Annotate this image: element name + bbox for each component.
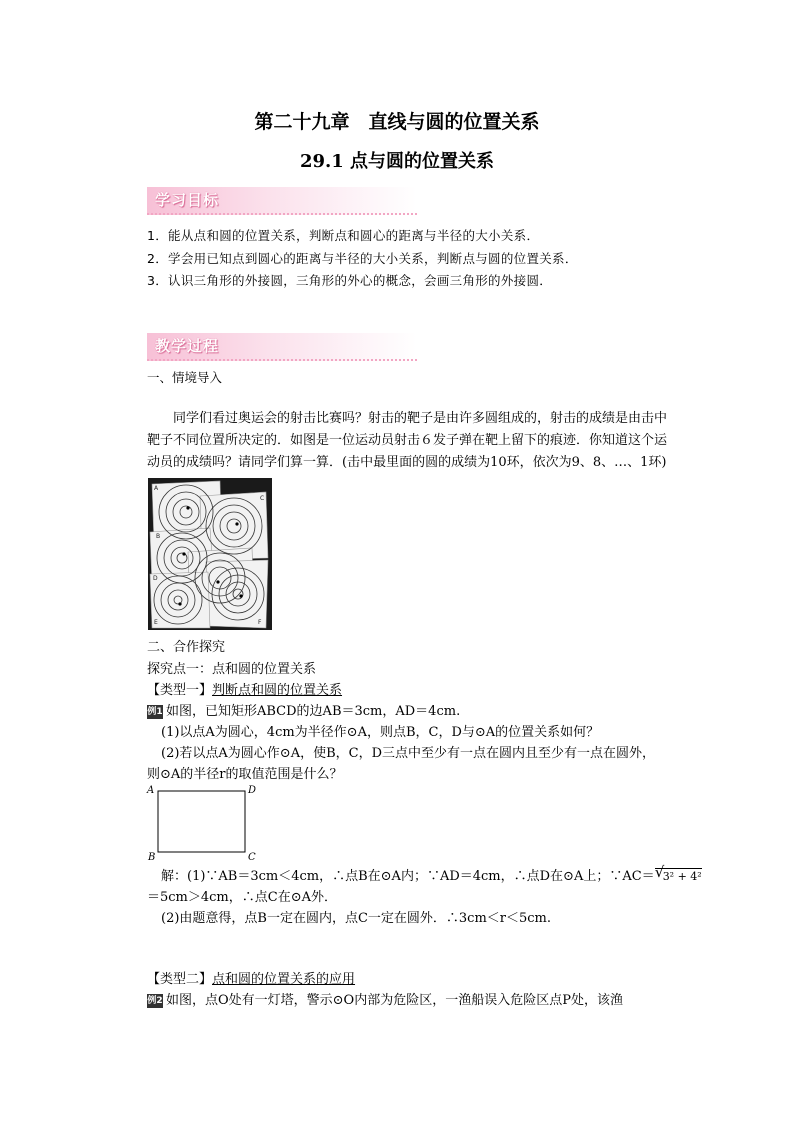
target-label: D (153, 575, 158, 582)
example2-stem: 如图，点O处有一灯塔，警示⊙O内部为危险区，一渔船误入危险区点P处，该渔 (166, 993, 623, 1008)
process-banner (147, 333, 417, 361)
type1-bracket: 【类型一】 (147, 683, 213, 698)
intro-paragraph: 同学们看过奥运会的射击比赛吗？射击的靶子是由许多圆组成的，射击的成绩是由击中靶子不同位置所决定的．如图是一位运动员射击６发子弹在靶上留下的痕迹．你知道这个运动员的成绩吗？请同学们算一算．(击中最里面的圆的成绩为10环，依次为9、8、…、1环) (147, 411, 668, 470)
sqrt-expression (654, 863, 702, 885)
sqrt-content: 3² + 4² (662, 870, 702, 883)
example2-stem-line (147, 990, 623, 1012)
vertex-label: B (148, 852, 156, 862)
rectangle-abcd-figure (144, 782, 264, 862)
solution-line2: ＝5cm＞4cm，∴点C在⊙A外． (147, 890, 337, 905)
type2-title: 点和圆的位置关系的应用 (212, 972, 356, 987)
vertex-label: A (147, 785, 155, 796)
target-label: C (260, 495, 265, 502)
example1-question2-cont: 则⊙A的半径r的取值范围是什么？ (147, 767, 343, 782)
type2-heading (147, 969, 355, 991)
process-heading: 教学过程 (155, 337, 220, 355)
shooting-target-image (148, 478, 272, 630)
sqrt-symbol: √ (654, 863, 665, 881)
example1-stem-line (147, 701, 460, 723)
example1-stem: 如图，已知矩形ABCD的边AB＝3cm，AD＝4cm. (166, 704, 461, 719)
target-label: F (258, 619, 262, 626)
example1-question2: (2)若以点A为圆心作⊙A，使B，C，D三点中至少有一点在圆内且至少有一点在圆外， (161, 746, 656, 761)
point1-heading: 探究点一：点和圆的位置关系 (147, 662, 317, 677)
type1-heading (147, 680, 342, 702)
target-label: B (156, 533, 161, 540)
objective-item: 1．能从点和圆的位置关系，判断点和圆心的距离与半径的大小关系． (147, 228, 540, 243)
vertex-label: C (248, 852, 256, 862)
section-title: 29.1 点与圆的位置关系 (299, 151, 495, 172)
type1-title: 判断点和圆的位置关系 (212, 683, 343, 698)
part2-heading: 二、合作探究 (147, 640, 226, 655)
objectives-banner (147, 187, 417, 215)
example2-badge: 例2 (147, 996, 163, 1006)
example1-badge: 例1 (147, 707, 163, 717)
solution-line1 (161, 863, 702, 888)
example1-question1: (1)以点A为圆心，4cm为半径作⊙A，则点B，C，D与⊙A的位置关系如何？ (161, 725, 600, 740)
part1-heading: 一、情境导入 (147, 370, 223, 385)
objective-item: 2．学会用已知点到圆心的距离与半径的大小关系，判断点与圆的位置关系． (147, 251, 578, 266)
objective-item: 3．认识三角形的外接圆，三角形的外心的概念，会画三角形的外接圆． (147, 273, 553, 288)
vertex-label: D (248, 785, 257, 796)
chapter-title: 第二十九章 直线与圆的位置关系 (254, 111, 540, 133)
solution-text: 解：(1)∵AB＝3cm＜4cm，∴点B在⊙A内；∵AD＝4cm，∴点D在⊙A上；∵AC＝ (161, 869, 655, 884)
target-label: E (154, 619, 158, 626)
type2-bracket: 【类型二】 (147, 972, 213, 987)
solution-line3: (2)由题意得，点B一定在圆内，点C一定在圆外．∴3cm＜r＜5cm. (161, 911, 552, 926)
objectives-heading: 学习目标 (155, 191, 220, 209)
target-label: A (154, 485, 159, 492)
